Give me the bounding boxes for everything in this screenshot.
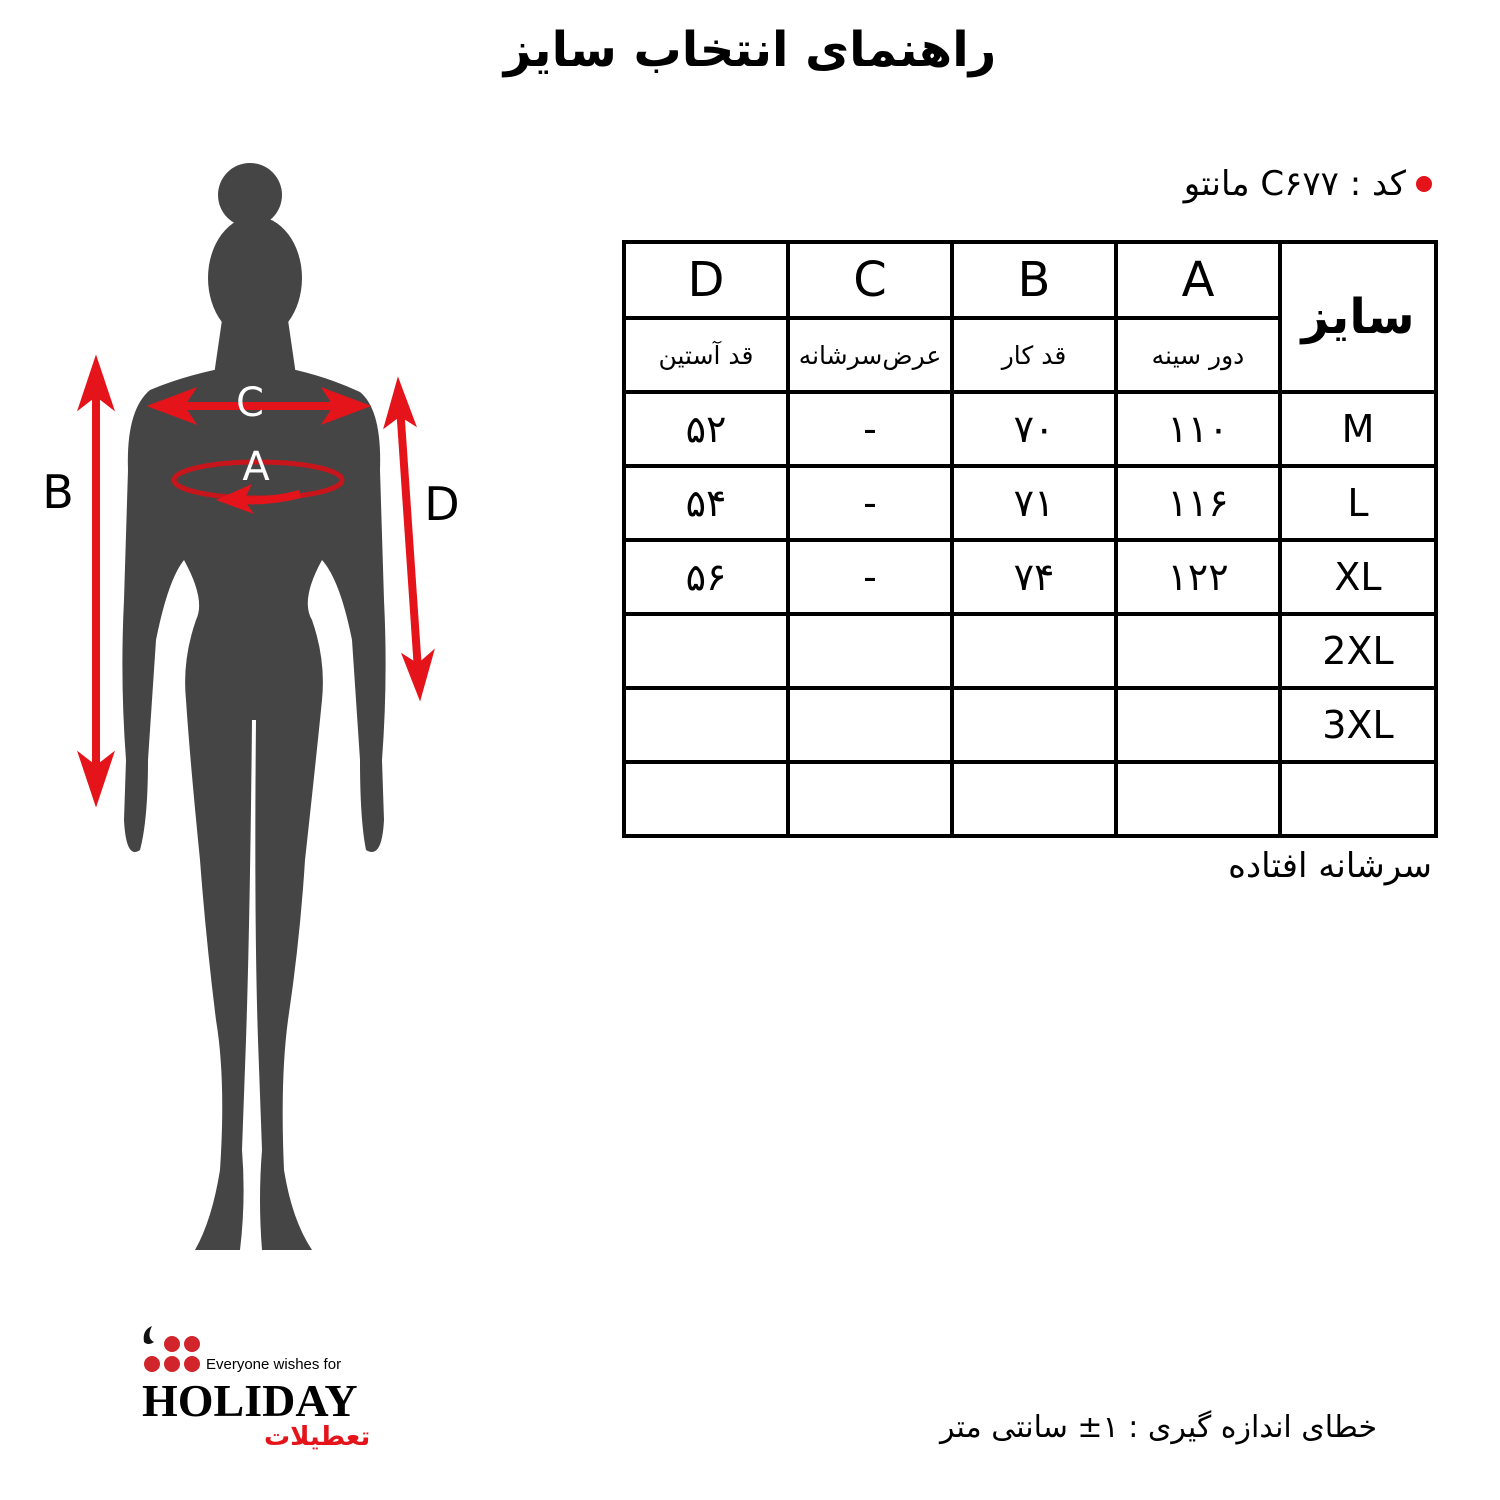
logo-tagline: Everyone wishes for <box>206 1356 342 1373</box>
fit-note: سرشانه افتاده <box>1228 846 1432 886</box>
cell-d <box>624 614 788 688</box>
table-row <box>624 392 1436 466</box>
cell-a: ۱۱۰ <box>1116 392 1280 466</box>
cell-d <box>624 762 788 836</box>
label-b: B <box>42 465 74 519</box>
measure-b-arrow <box>78 356 114 806</box>
cell-d <box>624 688 788 762</box>
logo-brand: HOLIDAY <box>142 1375 358 1426</box>
product-code-text: کد : C۶۷۷ مانتو <box>1183 164 1406 204</box>
header-label-sleeve-length: قد آستین <box>624 318 788 392</box>
cell-c: - <box>788 466 952 540</box>
label-c: C <box>236 380 264 426</box>
table-row <box>624 466 1436 540</box>
cell-size <box>1280 762 1436 836</box>
label-d: D <box>424 477 460 531</box>
cell-d: ۵۶ <box>624 540 788 614</box>
product-code <box>1184 164 1432 204</box>
holiday-logo <box>140 1322 400 1462</box>
cell-c <box>788 762 952 836</box>
cell-size: L <box>1280 466 1436 540</box>
table-row <box>624 762 1436 836</box>
cell-a <box>1116 762 1280 836</box>
cell-a <box>1116 614 1280 688</box>
logo-dots-icon <box>140 1322 206 1374</box>
cell-b: ۷۰ <box>952 392 1116 466</box>
header-label-shoulder-width: عرض‌سرشانه <box>788 318 952 392</box>
measurement-error-note: خطای اندازه گیری : ۱± سانتی متر <box>940 1410 1378 1445</box>
table-header-letters <box>624 242 1436 318</box>
label-a: A <box>242 444 270 490</box>
header-size: سایز <box>1280 242 1436 392</box>
cell-a: ۱۲۲ <box>1116 540 1280 614</box>
cell-d: ۵۴ <box>624 466 788 540</box>
cell-b <box>952 762 1116 836</box>
cell-c: - <box>788 392 952 466</box>
cell-a <box>1116 688 1280 762</box>
cell-d: ۵۲ <box>624 392 788 466</box>
cell-size: 2XL <box>1280 614 1436 688</box>
page-title: راهنمای انتخاب سایز <box>503 22 997 78</box>
table-row <box>624 614 1436 688</box>
measure-d-arrow <box>384 378 434 700</box>
header-letter-b: B <box>952 242 1116 318</box>
cell-b: ۷۱ <box>952 466 1116 540</box>
table-row <box>624 688 1436 762</box>
cell-b <box>952 688 1116 762</box>
header-letter-d: D <box>624 242 788 318</box>
silhouette <box>122 163 385 1250</box>
header-letter-c: C <box>788 242 952 318</box>
header-letter-a: A <box>1116 242 1280 318</box>
cell-c: - <box>788 540 952 614</box>
header-label-garment-length: قد کار <box>952 318 1116 392</box>
table-row <box>624 540 1436 614</box>
cell-c <box>788 688 952 762</box>
cell-a: ۱۱۶ <box>1116 466 1280 540</box>
cell-size: 3XL <box>1280 688 1436 762</box>
size-table <box>622 240 1438 838</box>
body-silhouette-diagram <box>0 160 520 1260</box>
header-label-chest: دور سینه <box>1116 318 1280 392</box>
cell-b <box>952 614 1116 688</box>
cell-size: M <box>1280 392 1436 466</box>
cell-b: ۷۴ <box>952 540 1116 614</box>
cell-size: XL <box>1280 540 1436 614</box>
cell-c <box>788 614 952 688</box>
logo-brand-fa: تعطیلات <box>264 1422 371 1452</box>
bullet-dot-icon <box>1416 176 1432 192</box>
